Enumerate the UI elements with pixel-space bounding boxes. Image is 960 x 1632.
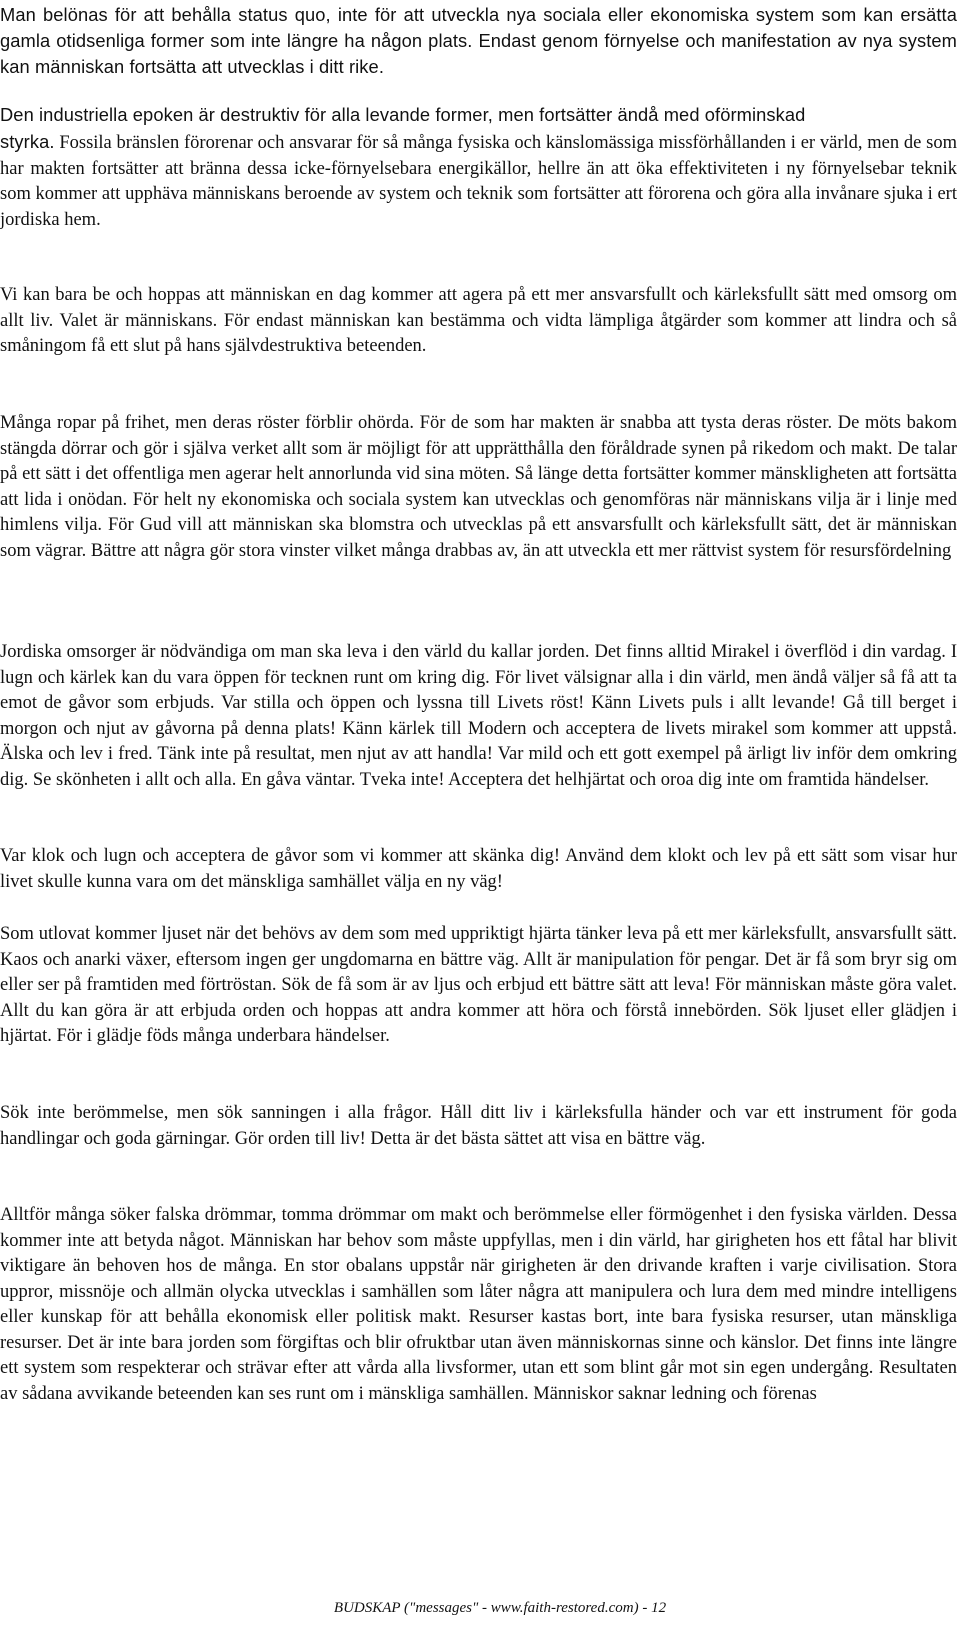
paragraph-2-line: Den industriella epoken är destruktiv för alla levande former, men fortsätter ändå med oförminskad: [0, 104, 806, 125]
page-footer: BUDSKAP ("messages" - www.faith-restored.com) - 12: [333, 1600, 667, 1616]
paragraph-3: [0, 129, 957, 233]
paragraph-3-lead: styrka.: [0, 131, 55, 152]
paragraph-6: Jordiska omsorger är nödvändiga om man ska leva i den värld du kallar jorden. Det finns alltid Mirakel i överflöd i din vardag. I lugn och kärlek kan du vara öppen för tecknen runt om kring dig. För livet välsignar alla i din värld, men ändå väljer så få att ta emot de gåvor som erbjuds. Var stilla och öppen och lyssna till Livets röst! Känn Livets puls i allt levande! Gå till berget i morgon och njut av gåvorna på denna plats! Känn kärlek till Modern och acceptera de livets mirakel som kommer att uppstå. Älska och lev i fred. Tänk inte på resultat, men njut av att handla! Var mild och ett gott exempel på ärligt liv inför dem omkring dig. Se skönheten i allt och alla. En gåva väntar. Tveka inte! Acceptera det helhjärtat och oroa dig inte om framtida händelser.: [0, 642, 957, 790]
paragraph-9: Sök inte berömmelse, men sök sanningen i alla frågor. Håll ditt liv i kärleksfulla händer och var ett instrument för goda handlingar och goda gärningar. Gör orden till liv! Detta är det bästa sättet att visa en bättre väg.: [0, 1103, 957, 1149]
paragraph-8: Som utlovat kommer ljuset när det behövs av dem som med uppriktigt hjärta tänker leva på ett mer kärleksfullt, ansvarsfullt sätt. Kaos och anarki växer, eftersom ingen ger ungdomarna en bättre väg. Allt är manipulation för pengar. Det är få som bryr sig om eller ser på framtiden med förtröstan. Sök de få som är av ljus och erbjud ett bättre sätt att leva! För människan måste göra valet. Allt du kan göra är att erbjuda orden och hoppas att andra kommer att höra och förstå innebörden. Sök ljuset eller glädjen i hjärtat. För i glädje föds många underbara händelser.: [0, 924, 957, 1046]
paragraph-5: Många ropar på frihet, men deras röster förblir ohörda. För de som har makten är snabba att tysta deras röster. De möts bakom stängda dörrar och gör i själva verket allt som är möjligt för att upprätthålla den föråldrade synen på rikedom och makt. De talar på ett sätt i det offentliga men agerar helt annorlunda vid sina möten. Så länge detta fortsätter kommer mänskligheten att fortsätta att lida i onödan. För helt ny ekonomiska och sociala system kan utvecklas och genomföras när människans vilja är i linje med himlens vilja. För Gud vill att människan ska blomstra och utvecklas på ett ansvarsfullt och kärleksfullt sätt, det är människan som vägrar. Bättre att några gör stora vinster vilket många drabbas av, än att utveckla ett mer rättvist system för resursfördelning: [0, 413, 957, 561]
paragraph-4: Vi kan bara be och hoppas att människan en dag kommer att agera på ett mer ansvarsfullt och kärleksfullt sätt med omsorg om allt liv. Valet är människans. För endast människan kan bestämma och vidta lämpliga åtgärder som kommer att lindra och så småningom få ett slut på hans självdestruktiva beteenden.: [0, 285, 957, 356]
paragraph-1: Man belönas för att behålla status quo, inte för att utveckla nya sociala eller ekonomiska system som kan ersätta gamla otidsenliga former som inte längre ha någon plats. Endast genom förnyelse och manifestation av nya system kan människan fortsätta att utvecklas i ditt rike.: [0, 4, 957, 77]
paragraph-3-body: Fossila bränslen förorenar och ansvarar för så många fysiska och känslomässiga missförhållanden i er värld, men de som har makten fortsätter att bränna dessa icke-förnyelsebara energikällor, hellre än att öka effektiviteten i ny förnyelsebar teknik som kommer att upphäva människans beroende av system och teknik som fortsätter att förorena och göra alla invånare sjuka i ert jordiska hem.: [0, 133, 958, 230]
paragraph-10: Alltför många söker falska drömmar, tomma drömmar om makt och berömmelse eller förmögenhet i den fysiska världen. Dessa kommer inte att betyda något. Människan har behov som måste uppfyllas, men i din värld, har girigheten hos ett fåtal har blivit viktigare än behoven hos de många. En stor obalans uppstår när girigheten är den drivande kraften i varje civilisation. Stora uppror, missnöje och allmän olycka utvecklas i samhällen som låter några att manipulera och lura dem med mindre intelligens eller kunskap för att behålla ekonomisk eller politisk makt. Resurser kastas bort, inte bara fysiska resurser, utan mänskliga resurser. Det är inte bara jorden som förgiftas och blir ofruktbar utan även människornas sinne och känslor. Det finns inte längre ett system som respekterar och strävar efter att vårda alla livsformer, utan ett som blint går mot sin egen undergång. Resultaten av sådana avvikande beteenden kan ses runt om i mänskliga samhällen. Människor saknar ledning och förenas: [0, 1205, 957, 1404]
paragraph-7: Var klok och lugn och acceptera de gåvor som vi kommer att skänka dig! Använd dem klokt och lev på ett sätt som visar hur livet skulle kunna vara om det mänskliga samhället välja en ny väg!: [0, 846, 957, 892]
